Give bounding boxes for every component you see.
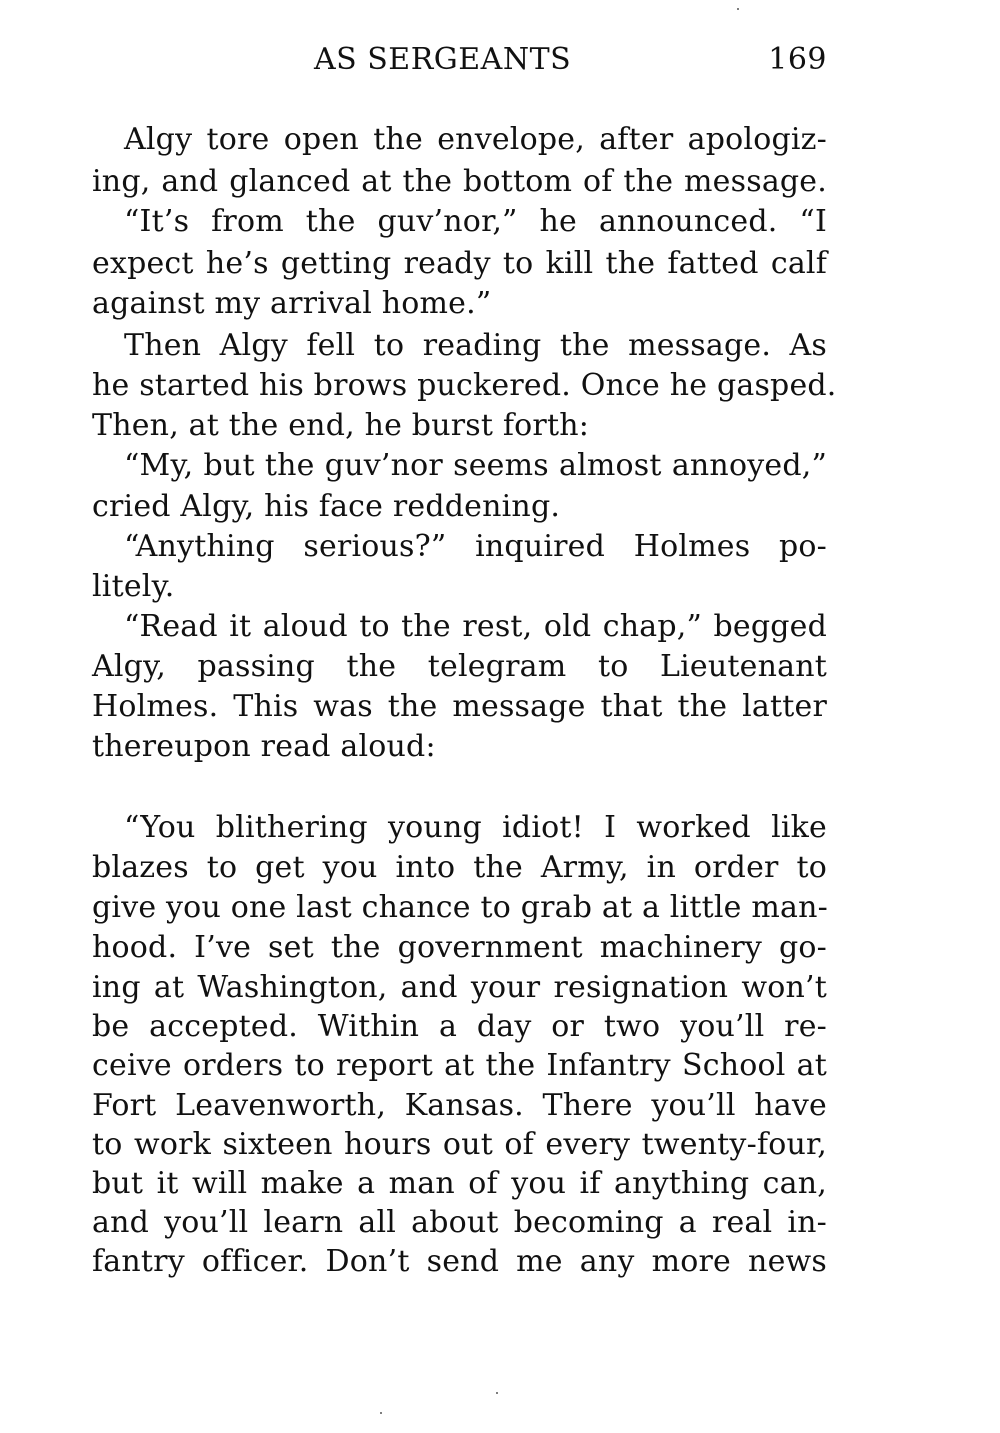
- text-line: but it will make a man of you if anything can,: [92, 1166, 827, 1201]
- text-line: fantry officer. Don’t send me any more news: [92, 1244, 827, 1279]
- text-line: and you’ll learn all about becoming a real in-: [92, 1205, 827, 1240]
- text-line: “Read it aloud to the rest, old chap,” begged: [124, 609, 827, 644]
- page-number: 169: [768, 42, 827, 77]
- text-line: he started his brows puckered. Once he gasped.: [92, 368, 837, 403]
- print-speck: [496, 1392, 498, 1394]
- text-line: hood. I’ve set the government machinery go-: [92, 930, 827, 965]
- print-speck: [380, 1412, 382, 1414]
- text-line: to work sixteen hours out of every twenty-four,: [92, 1127, 827, 1162]
- text-line: expect he’s getting ready to kill the fatted calf: [92, 246, 827, 281]
- text-line: be accepted. Within a day or two you’ll re-: [92, 1009, 827, 1044]
- text-line: against my arrival home.”: [92, 286, 492, 321]
- text-line: “Anything serious?” inquired Holmes po-: [124, 529, 827, 564]
- running-title: AS SERGEANTS: [314, 42, 572, 77]
- running-head: [92, 38, 827, 82]
- text-line: Fort Leavenworth, Kansas. There you’ll have: [92, 1088, 827, 1123]
- text-line: “You blithering young idiot! I worked like: [124, 810, 827, 845]
- text-line: ceive orders to report at the Infantry School at: [92, 1048, 827, 1083]
- text-line: Algy, passing the telegram to Lieutenant: [92, 649, 827, 684]
- text-line: blazes to get you into the Army, in order to: [92, 850, 827, 885]
- text-line: Then Algy fell to reading the message. As: [124, 328, 827, 363]
- text-line: ing at Washington, and your resignation won’t: [92, 970, 827, 1005]
- text-line: cried Algy, his face reddening.: [92, 489, 561, 524]
- text-line: Algy tore open the envelope, after apologiz-: [124, 122, 827, 157]
- text-line: Then, at the end, he burst forth:: [92, 408, 590, 443]
- text-line: give you one last chance to grab at a little man-: [92, 890, 828, 925]
- text-line: thereupon read aloud:: [92, 729, 436, 764]
- print-speck: [737, 8, 739, 10]
- text-line: Holmes. This was the message that the latter: [92, 689, 827, 724]
- text-line: ing, and glanced at the bottom of the message.: [92, 164, 827, 199]
- text-line: “My, but the guv’nor seems almost annoyed,”: [124, 448, 827, 483]
- text-line: litely.: [92, 569, 175, 604]
- text-line: “It’s from the guv’nor,” he announced. “I: [124, 204, 827, 239]
